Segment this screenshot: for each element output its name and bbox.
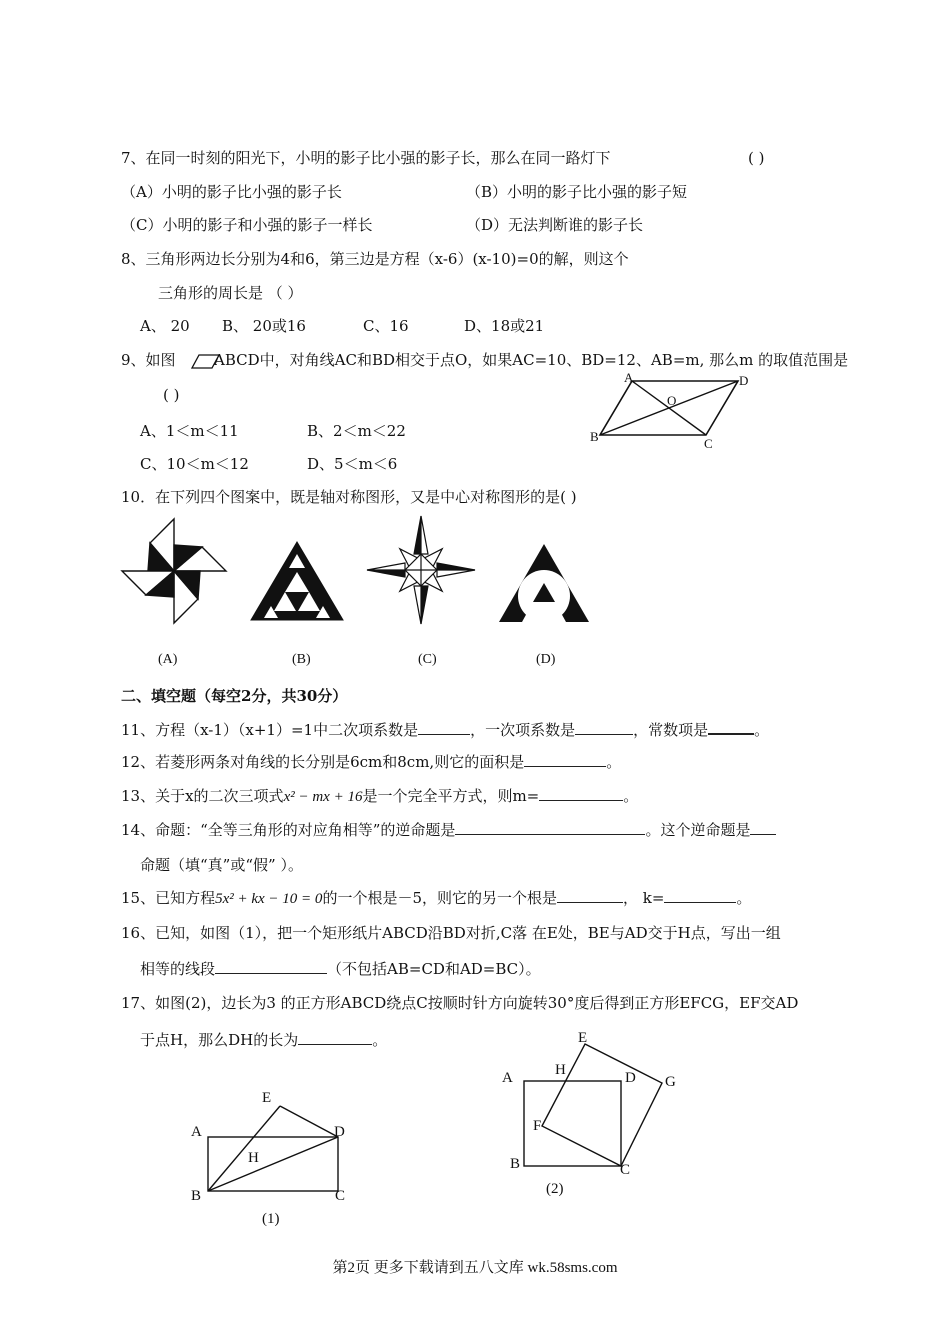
fig2-label-e: E — [578, 1030, 588, 1046]
pattern-d-triangle-arcs — [497, 542, 591, 624]
q13-text2: 是一个完全平方式，则m= — [362, 787, 540, 805]
q9-prefix: 9、如图 — [121, 351, 176, 369]
q15-blank-2[interactable] — [664, 888, 736, 903]
q9-option-b: B、2＜m＜22 — [307, 422, 406, 440]
q16-line2 — [140, 959, 541, 979]
q16-text-b: （不包括AB=CD和AD=BC）。 — [327, 960, 541, 978]
q9-option-a: A、1＜m＜11 — [140, 422, 239, 440]
q13-text1: 13、关于x的二次三项式 — [121, 787, 284, 805]
fig1-label-c: C — [335, 1188, 346, 1204]
q12-blank[interactable] — [524, 752, 606, 767]
q7-stem: 7、在同一时刻的阳光下，小明的影子比小强的影子长，那么在同一路灯下 — [121, 149, 611, 167]
fig2-label-b: B — [510, 1156, 521, 1172]
fig1-label-b: B — [191, 1188, 202, 1204]
q13 — [121, 786, 638, 807]
q11-text2: ，一次项系数是 — [470, 721, 576, 739]
q15-text2: 的一个根是－5，则它的另一个根是 — [322, 889, 557, 907]
q13-text3: 。 — [623, 787, 639, 805]
fig2-caption: (2) — [546, 1181, 564, 1197]
q7-option-c: （C）小明的影子和小强的影子一样长 — [121, 216, 373, 234]
q11-text3: ，常数项是 — [633, 721, 709, 739]
fig2-label-g: G — [665, 1074, 676, 1090]
q7-option-d: （D）无法判断谁的影子长 — [466, 216, 644, 234]
q15-expression: 5x² + kx − 10 = 0 — [215, 891, 323, 907]
q17-text-b: 。 — [372, 1031, 388, 1049]
section-2-title: 二、填空题（每空2分，共30分） — [121, 687, 348, 705]
q11-text4: 。 — [754, 721, 770, 739]
q9-stem: ABCD中，对角线AC和BD相交于点O，如果AC=10、BD=12、AB=m, 那么m 的取值范围是 — [214, 351, 849, 369]
pattern-b-triangle — [250, 540, 345, 622]
q7-option-a: （A）小明的影子比小强的影子长 — [121, 183, 342, 201]
fig1-caption: (1) — [262, 1211, 280, 1227]
fig2-label-h: H — [555, 1062, 566, 1078]
q15-text3: ， k= — [622, 889, 665, 907]
fig1-label-h: H — [248, 1150, 259, 1166]
q8-option-c: C、16 — [363, 317, 409, 335]
q12-text2: 。 — [606, 753, 622, 771]
q9-label-c: C — [704, 436, 713, 451]
figure-2-rotated-square — [515, 1030, 675, 1180]
q16-text-a: 相等的线段 — [140, 960, 216, 978]
q12-text1: 12、若菱形两条对角线的长分别是6cm和8cm,则它的面积是 — [121, 753, 525, 771]
q15-blank-1[interactable] — [557, 888, 623, 903]
q14-line2: 命题（填“真”或“假” ）。 — [140, 856, 303, 874]
q15-text1: 15、已知方程 — [121, 889, 216, 907]
fig1-label-d: D — [334, 1124, 345, 1140]
q11-text1: 11、方程（x-1）（x+1）=1中二次项系数是 — [121, 721, 419, 739]
fig2-label-f: F — [533, 1118, 542, 1134]
q15 — [121, 888, 751, 909]
q17-blank[interactable] — [298, 1030, 372, 1045]
q9-label-a: A — [624, 370, 634, 385]
q14-blank-1[interactable] — [455, 820, 645, 835]
q8-stem: 8、三角形两边长分别为4和6，第三边是方程（x-6）(x-10)=0的解，则这个 — [121, 250, 629, 268]
pattern-c-compass-star — [366, 515, 476, 625]
q14-text1: 14、命题：“全等三角形的对应角相等”的逆命题是 — [121, 821, 456, 839]
q12 — [121, 752, 621, 772]
q8-option-a: A、 20 — [140, 317, 190, 335]
q13-expression: x² − mx + 16 — [283, 789, 363, 805]
q7-option-b: （B）小明的影子比小强的影子短 — [466, 183, 688, 201]
pattern-d-caption: (D) — [536, 652, 556, 667]
q17-line2 — [140, 1030, 387, 1050]
q11-blank-3[interactable] — [708, 719, 754, 735]
q15-text4: 。 — [736, 889, 752, 907]
fig2-label-d: D — [625, 1070, 636, 1086]
q14-text2: 。这个逆命题是 — [645, 821, 751, 839]
pattern-a-caption: (A) — [158, 652, 178, 667]
q11-blank-1[interactable] — [418, 720, 470, 735]
q11 — [121, 719, 769, 740]
page-footer: 第2页 更多下载请到五八文库 wk.58sms.com — [332, 1260, 618, 1276]
q9-label-o: O — [667, 393, 677, 408]
q9-option-d: D、5＜m＜6 — [307, 455, 398, 473]
fig1-label-e: E — [262, 1090, 272, 1106]
q17-text-a: 于点H，那么DH的长为 — [140, 1031, 299, 1049]
q16-line1: 16、已知，如图（1），把一个矩形纸片ABCD沿BD对折,C落 在E处，BE与AD交于H点，写出一组 — [121, 924, 781, 942]
figure-1-folded-rectangle — [200, 1100, 350, 1200]
q17-line1: 17、如图(2)，边长为3 的正方形ABCD绕点C按顺时针方向旋转30°度后得到正方形EFCG，EF交AD — [121, 994, 799, 1012]
q8-option-b: B、 20或16 — [222, 317, 306, 335]
q7-answer-paren: ( ) — [748, 149, 765, 167]
q8-stem-line2: 三角形的周长是 （ ） — [158, 284, 303, 302]
pattern-a-pinwheel — [121, 518, 227, 624]
q9-answer-paren: ( ) — [163, 386, 180, 404]
q9-label-b: B — [590, 429, 599, 444]
q14 — [121, 820, 776, 840]
fig2-label-c: C — [620, 1162, 631, 1178]
q13-blank[interactable] — [539, 786, 623, 801]
fig2-label-a: A — [502, 1070, 513, 1086]
pattern-b-caption: (B) — [292, 652, 311, 667]
q16-blank[interactable] — [215, 959, 327, 974]
q8-option-d: D、18或21 — [464, 317, 545, 335]
q10-stem: 10．在下列四个图案中，既是轴对称图形，又是中心对称图形的是( ) — [121, 488, 577, 506]
q9-label-d: D — [739, 373, 749, 388]
pattern-c-caption: (C) — [418, 652, 437, 667]
q9-option-c: C、10＜m＜12 — [140, 455, 249, 473]
q11-blank-2[interactable] — [575, 720, 633, 735]
q14-blank-2[interactable] — [750, 820, 776, 835]
fig1-label-a: A — [191, 1124, 202, 1140]
